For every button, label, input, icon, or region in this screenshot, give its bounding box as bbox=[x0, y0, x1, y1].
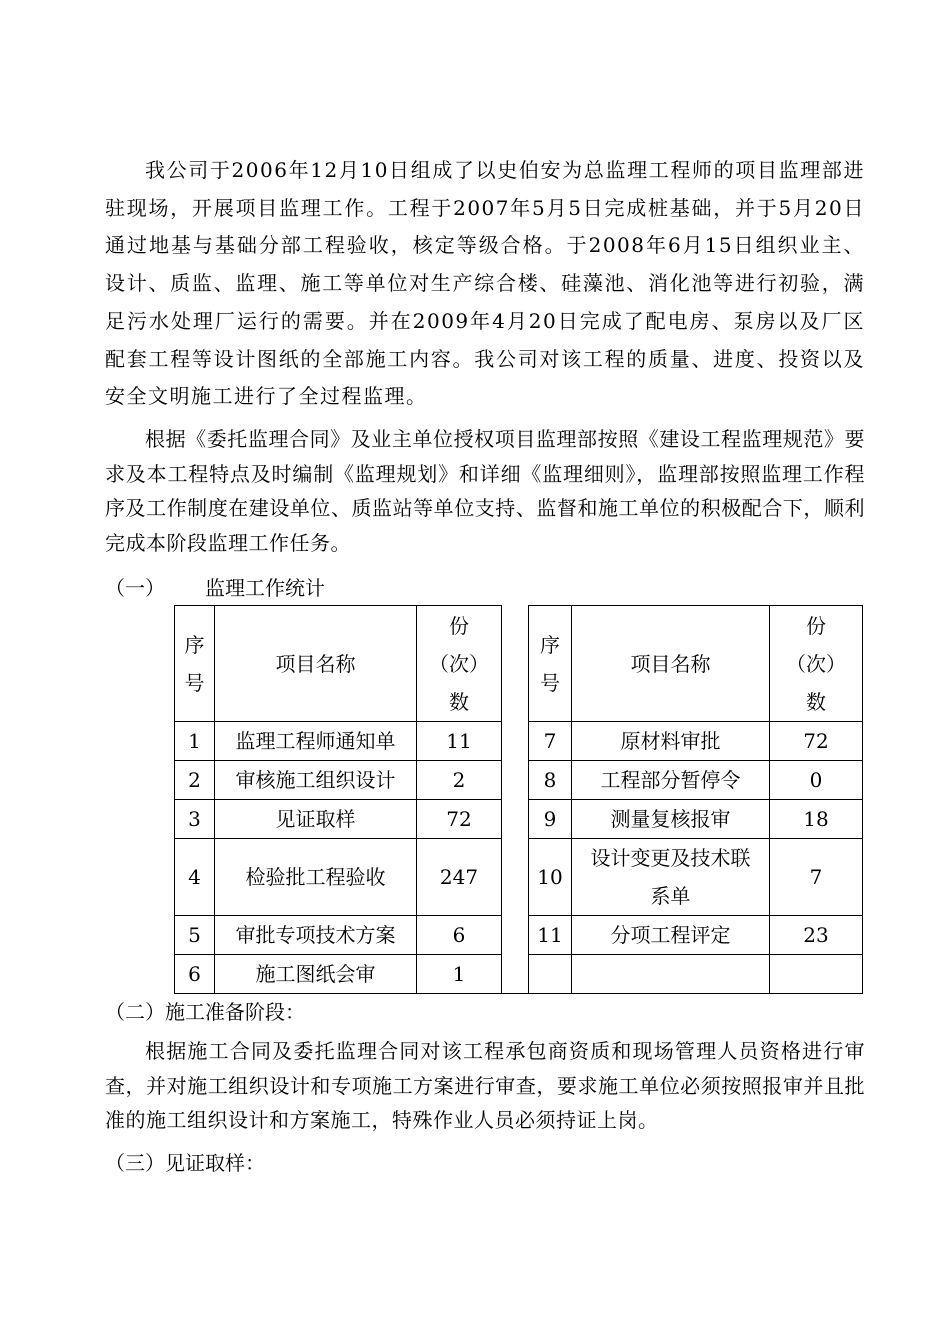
cell-seq bbox=[529, 955, 572, 994]
cell-name bbox=[572, 955, 770, 994]
cell-seq: 3 bbox=[175, 800, 215, 839]
cell-count bbox=[770, 955, 863, 994]
header-seq-right: 序 号 bbox=[529, 606, 572, 722]
cell-seq: 11 bbox=[529, 916, 572, 955]
header-count-right: 份 （次） 数 bbox=[770, 606, 863, 722]
cell-name: 设计变更及技术联系单 bbox=[572, 839, 770, 916]
cell-name: 审核施工组织设计 bbox=[215, 761, 417, 800]
table-gap bbox=[502, 722, 529, 761]
cell-count: 1 bbox=[417, 955, 502, 994]
table-header-row bbox=[175, 606, 863, 722]
paragraph-preparation-review: 根据施工合同及委托监理合同对该工程承包商资质和现场管理人员资格进行审查，并对施工组织设计和专项施工方案进行审查，要求施工单位必须按照报审并且批准的施工组织设计和方案施工，特殊作业人员必须持证上岗。 bbox=[105, 1039, 865, 1132]
cell-name: 工程部分暂停令 bbox=[572, 761, 770, 800]
table-row bbox=[175, 800, 863, 839]
cell-count: 0 bbox=[770, 761, 863, 800]
cell-name: 审批专项技术方案 bbox=[215, 916, 417, 955]
section-heading-preparation: （二）施工准备阶段： bbox=[105, 1000, 305, 1024]
cell-count: 6 bbox=[417, 916, 502, 955]
cell-name: 见证取样 bbox=[215, 800, 417, 839]
cell-name: 施工图纸会审 bbox=[215, 955, 417, 994]
table-row bbox=[175, 916, 863, 955]
table-row bbox=[175, 722, 863, 761]
supervision-statistics-table bbox=[174, 605, 863, 994]
header-count: 份 （次） 数 bbox=[417, 606, 502, 722]
cell-name: 测量复核报审 bbox=[572, 800, 770, 839]
cell-count: 72 bbox=[770, 722, 863, 761]
cell-seq: 10 bbox=[529, 839, 572, 916]
header-name: 项目名称 bbox=[215, 606, 417, 722]
table-row bbox=[175, 761, 863, 800]
section-heading-witness-sampling: （三）见证取样： bbox=[105, 1151, 265, 1175]
cell-count: 23 bbox=[770, 916, 863, 955]
table-gap bbox=[502, 800, 529, 839]
paragraph-supervision-basis: 根据《委托监理合同》及业主单位授权项目监理部按照《建设工程监理规范》要求及本工程特点及时编制《监理规划》和详细《监理细则》，监理部按照监理工作程序及工作制度在建设单位、质监站等单位支持、监督和施工单位的积极配合下，顺利完成本阶段监理工作任务。 bbox=[105, 427, 865, 555]
cell-name: 分项工程评定 bbox=[572, 916, 770, 955]
cell-seq: 1 bbox=[175, 722, 215, 761]
cell-seq: 7 bbox=[529, 722, 572, 761]
cell-count: 72 bbox=[417, 800, 502, 839]
table-gap bbox=[502, 606, 529, 722]
cell-seq: 8 bbox=[529, 761, 572, 800]
cell-name: 监理工程师通知单 bbox=[215, 722, 417, 761]
cell-count: 247 bbox=[417, 839, 502, 916]
table-gap bbox=[502, 916, 529, 955]
table-gap bbox=[502, 955, 529, 994]
paragraph-project-history: 我公司于2006年12月10日组成了以史伯安为总监理工程师的项目监理部进驻现场，开展项目监理工作。工程于2007年5月5日完成桩基础，并于5月20日通过地基与基础分部工程验收，核定等级合格。于2008年6月15日组织业主、设计、质监、监理、施工等单位对生产综合楼、硅藻池、消化池等进行初验，满足污水处理厂运行的需要。并在2009年4月20日完成了配电房、泵房以及厂区配套工程等设计图纸的全部施工内容。我公司对该工程的质量、进度、投资以及安全文明施工进行了全过程监理。 bbox=[105, 158, 865, 409]
header-seq: 序 号 bbox=[175, 606, 215, 722]
cell-name: 检验批工程验收 bbox=[215, 839, 417, 916]
cell-count: 2 bbox=[417, 761, 502, 800]
section-heading-statistics bbox=[105, 574, 325, 602]
header-name-right: 项目名称 bbox=[572, 606, 770, 722]
cell-seq: 4 bbox=[175, 839, 215, 916]
cell-count: 18 bbox=[770, 800, 863, 839]
cell-seq: 2 bbox=[175, 761, 215, 800]
table-row bbox=[175, 955, 863, 994]
section-title: 监理工作统计 bbox=[205, 576, 325, 600]
table-gap bbox=[502, 761, 529, 800]
cell-seq: 5 bbox=[175, 916, 215, 955]
cell-count: 7 bbox=[770, 839, 863, 916]
cell-count: 11 bbox=[417, 722, 502, 761]
table-row bbox=[175, 839, 863, 916]
cell-seq: 6 bbox=[175, 955, 215, 994]
section-number: （一） bbox=[105, 576, 165, 600]
cell-name: 原材料审批 bbox=[572, 722, 770, 761]
cell-seq: 9 bbox=[529, 800, 572, 839]
table-gap bbox=[502, 839, 529, 916]
